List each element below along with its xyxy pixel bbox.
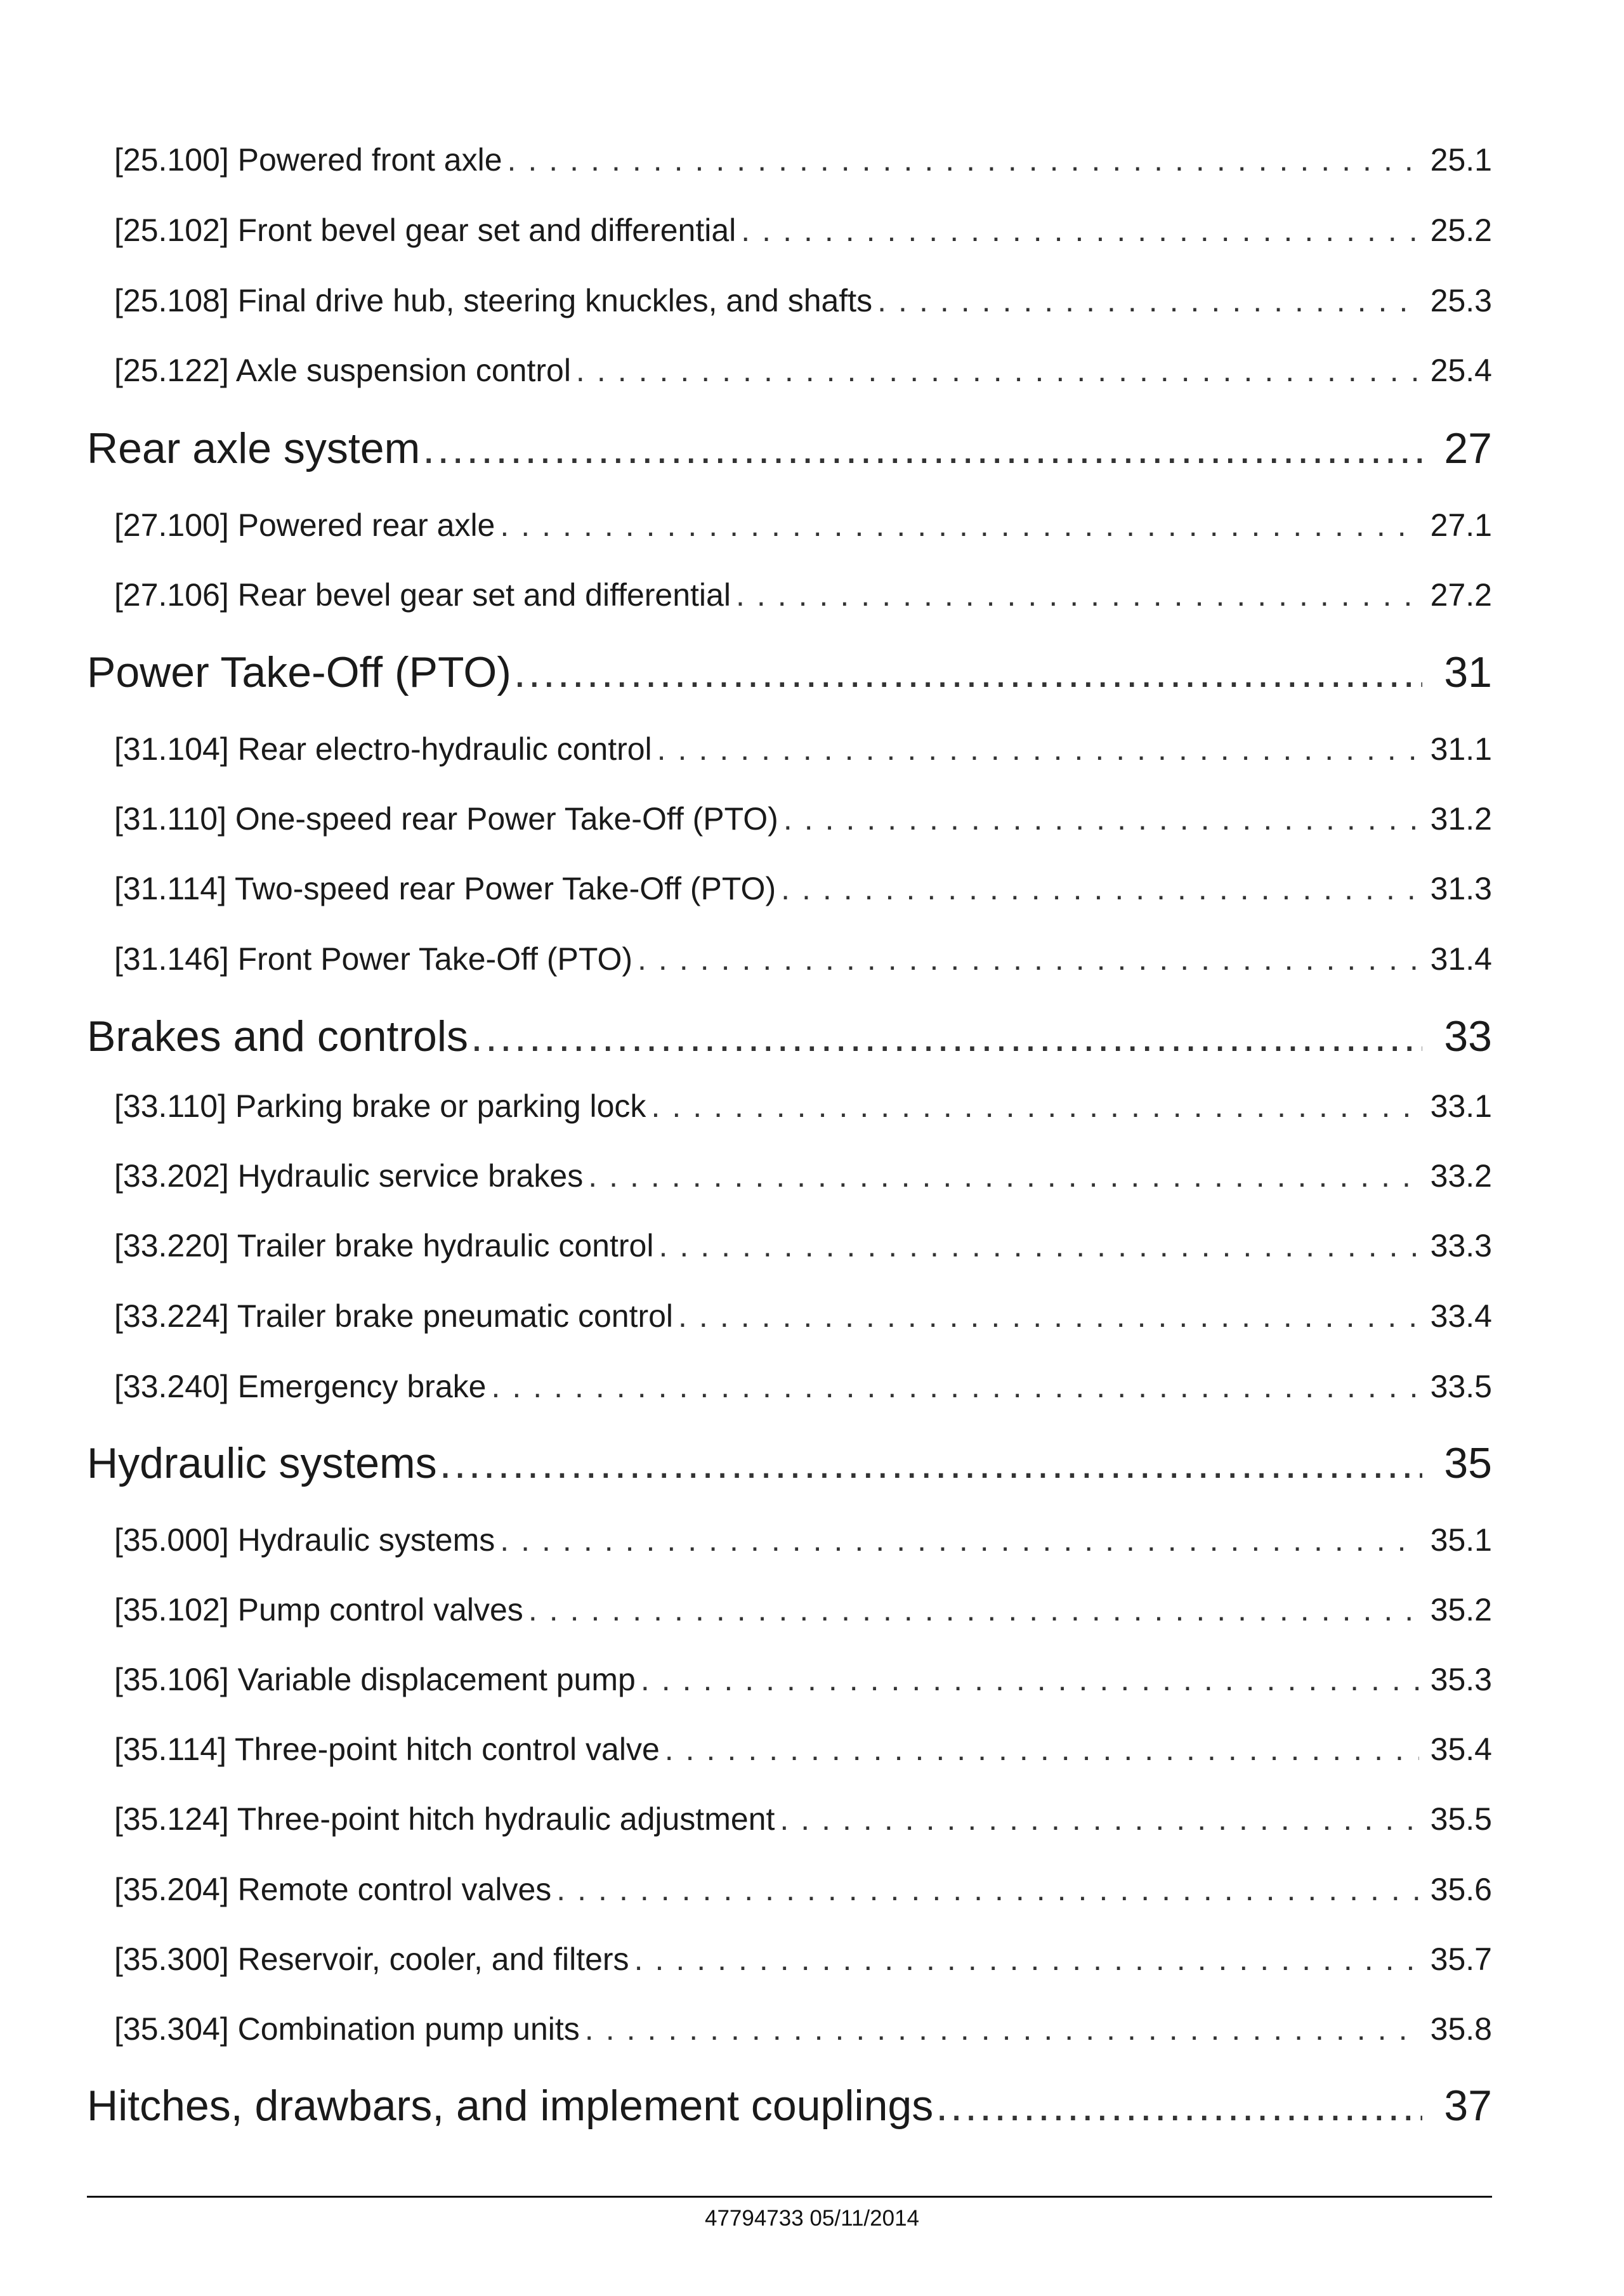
toc-page-number: 35.2 (1430, 1592, 1492, 1627)
toc-page-number: 37 (1444, 2082, 1492, 2130)
toc-entry-row[interactable] (114, 799, 1492, 839)
toc-entry-title: [25.100] Powered front axle (114, 142, 502, 178)
toc-entry-row[interactable] (114, 505, 1492, 545)
toc-entry-row[interactable] (114, 140, 1492, 180)
dot-leader (781, 868, 1419, 909)
toc-entry-title: [35.000] Hydraulic systems (114, 1522, 495, 1558)
dot-leader (936, 2079, 1422, 2132)
toc-entry-title: [33.224] Trailer brake pneumatic control (114, 1298, 674, 1334)
dot-leader (638, 939, 1419, 979)
toc-entry-title: [35.300] Reservoir, cooler, and filters (114, 1941, 629, 1977)
toc-entry-row[interactable] (114, 1729, 1492, 1770)
toc-entry-title: [31.146] Front Power Take-Off (PTO) (114, 941, 633, 977)
toc-page-number: 35.4 (1430, 1732, 1492, 1767)
toc-entry-title: [33.220] Trailer brake hydraulic control (114, 1228, 654, 1263)
toc-entry-row[interactable] (114, 1939, 1492, 1980)
toc-entry-row[interactable] (114, 1156, 1492, 1196)
dot-leader (783, 799, 1419, 839)
dot-leader (491, 1366, 1418, 1407)
toc-page-number: 35.5 (1430, 1801, 1492, 1837)
dot-leader (508, 140, 1419, 180)
toc-chapter-title: Power Take-Off (PTO) (87, 648, 511, 696)
toc-chapter-title: Rear axle system (87, 424, 421, 473)
dot-leader (741, 210, 1418, 251)
toc-page-number: 35.8 (1430, 2011, 1492, 2047)
footer-divider (87, 2196, 1492, 2198)
dot-leader (641, 1659, 1419, 1700)
dot-leader (500, 1520, 1418, 1560)
toc-chapter-title: Hitches, drawbars, and implement couplings (87, 2082, 934, 2130)
toc-entry-row[interactable] (114, 280, 1492, 321)
toc-entry-title: [27.100] Powered rear axle (114, 507, 495, 543)
toc-entry-row[interactable] (114, 1589, 1492, 1630)
toc-entry-title: [25.102] Front bevel gear set and differential (114, 212, 737, 248)
toc-entry-title: [35.304] Combination pump units (114, 2011, 580, 2047)
dot-leader (658, 1225, 1418, 1266)
dot-leader (588, 1156, 1418, 1196)
toc-entry-row[interactable] (114, 1225, 1492, 1266)
toc-page-number: 27.1 (1430, 507, 1492, 543)
toc-chapter-title: Hydraulic systems (87, 1439, 437, 1487)
dot-leader (634, 1939, 1419, 1980)
toc-chapter-title: Brakes and controls (87, 1012, 468, 1060)
toc-chapter-row[interactable] (87, 2079, 1492, 2132)
dot-leader (736, 575, 1419, 615)
toc-page-number: 31 (1444, 648, 1492, 696)
toc-entry-title: [31.110] One-speed rear Power Take-Off (PTO) (114, 801, 778, 837)
toc-page-number: 33.4 (1430, 1298, 1492, 1334)
toc-page-number: 25.4 (1430, 353, 1492, 388)
dot-leader (576, 350, 1419, 391)
dot-leader (556, 1869, 1418, 1910)
toc-entry-row[interactable] (114, 575, 1492, 615)
dot-leader (651, 1086, 1418, 1126)
toc-entry-row[interactable] (114, 1086, 1492, 1126)
toc-chapter-row[interactable] (87, 646, 1492, 699)
toc-entry-title: [31.114] Two-speed rear Power Take-Off (PTO) (114, 871, 776, 906)
toc-entry-title: [35.102] Pump control valves (114, 1592, 523, 1627)
toc-entry-row[interactable] (114, 729, 1492, 769)
toc-entry-row[interactable] (114, 1799, 1492, 1839)
dot-leader (500, 505, 1418, 545)
dot-leader (877, 280, 1419, 321)
toc-entry-row[interactable] (114, 2009, 1492, 2049)
toc-entry-row[interactable] (114, 1659, 1492, 1700)
toc-entry-row[interactable] (114, 1366, 1492, 1407)
toc-entry-row[interactable] (114, 868, 1492, 909)
toc-chapter-row[interactable] (87, 422, 1492, 475)
toc-page-number: 33.2 (1430, 1158, 1492, 1194)
toc-entry-title: [31.104] Rear electro-hydraulic control (114, 731, 652, 767)
toc-page-number: 31.1 (1430, 731, 1492, 767)
toc-entry-title: [35.204] Remote control valves (114, 1872, 552, 1907)
toc-page-number: 35 (1444, 1439, 1492, 1487)
toc-page-number: 31.3 (1430, 871, 1492, 906)
toc-page-number: 25.3 (1430, 283, 1492, 318)
toc-entry-row[interactable] (114, 350, 1492, 391)
toc-page-number: 35.1 (1430, 1522, 1492, 1558)
toc-page-number: 33.3 (1430, 1228, 1492, 1263)
toc-chapter-row[interactable] (87, 1437, 1492, 1490)
toc-entry-title: [35.124] Three-point hitch hydraulic adjustment (114, 1801, 775, 1837)
toc-page-number: 35.3 (1430, 1662, 1492, 1697)
toc-page-number: 35.6 (1430, 1872, 1492, 1907)
toc-entry-title: [33.202] Hydraulic service brakes (114, 1158, 584, 1194)
dot-leader (780, 1799, 1418, 1839)
toc-entry-title: [27.106] Rear bevel gear set and differential (114, 577, 731, 613)
toc-entry-title: [35.106] Variable displacement pump (114, 1662, 636, 1697)
toc-entry-title: [33.110] Parking brake or parking lock (114, 1088, 646, 1124)
toc-page-number: 27.2 (1430, 577, 1492, 613)
toc-entry-row[interactable] (114, 1296, 1492, 1336)
toc-entry-title: [25.108] Final drive hub, steering knuckles, and shafts (114, 283, 873, 318)
dot-leader (528, 1589, 1419, 1630)
toc-page-number: 31.2 (1430, 801, 1492, 837)
dot-leader (471, 1010, 1422, 1063)
dot-leader (678, 1296, 1419, 1336)
toc-entry-title: [33.240] Emergency brake (114, 1369, 487, 1404)
dot-leader (585, 2009, 1419, 2049)
toc-entry-title: [35.114] Three-point hitch control valve (114, 1732, 660, 1767)
toc-entry-title: [25.122] Axle suspension control (114, 353, 571, 388)
footer-document-id: 47794733 05/11/2014 (704, 2206, 920, 2231)
toc-page-number: 27 (1444, 424, 1492, 473)
toc-page-number: 25.2 (1430, 212, 1492, 248)
dot-leader (514, 646, 1422, 699)
dot-leader (440, 1437, 1422, 1490)
toc-page-number: 33.5 (1430, 1369, 1492, 1404)
toc-entry-row[interactable] (114, 939, 1492, 979)
toc-page-number: 31.4 (1430, 941, 1492, 977)
toc-page-number: 25.1 (1430, 142, 1492, 178)
dot-leader (422, 422, 1422, 475)
toc-entry-row[interactable] (114, 1520, 1492, 1560)
toc-entry-row[interactable] (114, 1869, 1492, 1910)
toc-page-number: 35.7 (1430, 1941, 1492, 1977)
toc-page-number: 33 (1444, 1012, 1492, 1060)
toc-page-number: 33.1 (1430, 1088, 1492, 1124)
dot-leader (665, 1729, 1419, 1770)
dot-leader (657, 729, 1419, 769)
toc-chapter-row[interactable] (87, 1010, 1492, 1063)
toc-entry-row[interactable] (114, 210, 1492, 251)
